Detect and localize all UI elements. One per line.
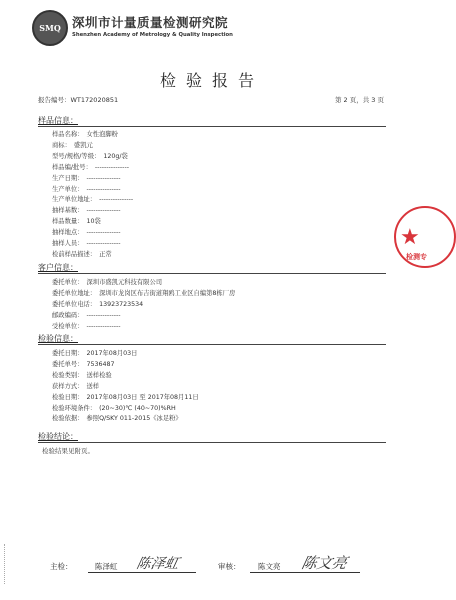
field-label: 获样方式： <box>52 382 84 390</box>
sample-info-row <box>52 184 121 193</box>
inspection-info-heading: 检验信息： <box>38 334 78 343</box>
field-value: 盛凯元 <box>73 141 93 149</box>
field-value: (20~30)℃ (40~70)%RH <box>99 404 176 412</box>
field-value: --------------- <box>86 229 121 237</box>
reviewer-signature: 陈文亮 <box>299 554 349 572</box>
client-info-rule <box>38 273 386 274</box>
field-label: 委托单位电话： <box>52 300 97 308</box>
client-info-row <box>52 277 162 286</box>
inspector-name: 陈泽虹 <box>95 562 118 571</box>
field-value: 2017年08月03日 至 2017年08月11日 <box>86 393 199 401</box>
sample-info-row <box>52 151 128 160</box>
seal-star-icon: ★ <box>400 225 420 250</box>
field-label: 型号/规格/等级： <box>52 152 101 160</box>
sample-info-row <box>52 238 121 247</box>
inspector-label: 主检： <box>50 562 73 571</box>
field-value: --------------- <box>86 322 121 330</box>
client-info-row <box>52 288 235 297</box>
sample-info-row <box>52 249 112 258</box>
field-value: 女性泡脚粉 <box>86 131 118 138</box>
sample-info-row <box>52 140 93 149</box>
client-info-row <box>52 310 121 319</box>
field-label: 抽样地点： <box>52 229 84 237</box>
field-value: --------------- <box>99 196 134 204</box>
field-value: 10袋 <box>86 218 101 226</box>
field-value: --------------- <box>86 311 121 319</box>
field-value: 2017年08月03日 <box>86 350 138 357</box>
report-number <box>38 95 118 104</box>
sample-info-row <box>52 194 133 203</box>
field-value: 深圳市盛凯元科技有限公司 <box>86 279 163 286</box>
field-label: 样品数量： <box>52 218 84 226</box>
inspector-signature-line <box>88 572 196 573</box>
seal-text: 检测专 <box>406 253 427 261</box>
inspector-signature: 陈泽虹 <box>135 556 181 572</box>
client-info-row <box>52 321 121 330</box>
field-label: 检验依据： <box>52 415 84 423</box>
field-label: 生产单位： <box>52 185 84 193</box>
sample-info-row <box>52 216 101 225</box>
field-label: 委托单号： <box>52 360 84 368</box>
field-label: 商标： <box>52 141 71 149</box>
field-value: 送样检验 <box>86 371 112 379</box>
organization-name-cn: 深圳市计量质量检测研究院 <box>72 15 229 30</box>
reviewer-signature-line <box>250 572 360 573</box>
report-title: 检验报告 <box>159 71 264 90</box>
sample-info-row <box>52 227 121 236</box>
field-label: 受检单位： <box>52 322 84 330</box>
field-value: 13923723534 <box>99 300 144 308</box>
sample-info-row <box>52 205 121 214</box>
field-label: 抽样人员： <box>52 240 84 247</box>
organization-logo <box>32 10 68 46</box>
reviewer-name: 陈文亮 <box>258 562 281 571</box>
field-value: 参照Q/SKY 011-2015《冰足粉》 <box>86 415 182 423</box>
page-info: 第 2 页，共 3 页 <box>334 96 384 104</box>
field-label: 样品名称： <box>52 131 84 138</box>
field-value: 深圳市龙岗区布吉街道翔鸥工业区自编第8栋厂房 <box>99 289 236 297</box>
field-value: --------------- <box>86 240 121 247</box>
sample-info-heading: 样品信息： <box>38 116 78 125</box>
reviewer-label: 审核： <box>218 562 241 571</box>
field-label: 生产单位地址： <box>52 196 97 204</box>
inspection-info-row <box>52 348 137 357</box>
field-value: 120g/袋 <box>103 152 128 160</box>
report-number-label: 报告编号： <box>38 96 71 104</box>
client-info-row <box>52 299 143 308</box>
field-value: 送样 <box>86 382 100 390</box>
conclusion-text: 检验结果见附页。 <box>42 447 94 455</box>
field-label: 检验环境条件： <box>52 404 97 412</box>
inspection-info-rule <box>38 344 386 345</box>
field-label: 检验日期： <box>52 393 84 401</box>
inspection-info-row <box>52 413 182 422</box>
organization-name-en: Shenzhen Academy of Metrology & Quality Inspection <box>72 32 233 38</box>
field-value: --------------- <box>86 174 121 182</box>
letterhead <box>32 10 272 50</box>
field-label: 委托单位： <box>52 279 84 286</box>
sample-info-row <box>52 129 118 138</box>
report-number-value: WT172020851 <box>70 96 119 104</box>
field-value: --------------- <box>94 163 129 171</box>
logo-text: SMQ <box>39 23 61 33</box>
field-value: --------------- <box>86 207 121 215</box>
conclusion-heading: 检验结论： <box>38 432 78 441</box>
field-value: --------------- <box>86 185 121 193</box>
field-label: 抽样基数： <box>52 207 84 215</box>
inspection-info-row <box>52 392 199 401</box>
margin-mark <box>4 544 13 584</box>
field-value: 7536487 <box>86 360 115 368</box>
inspection-info-row <box>52 370 112 379</box>
field-label: 生产日期： <box>52 174 84 182</box>
inspection-info-row <box>52 359 115 368</box>
client-info-heading: 客户信息： <box>38 263 78 272</box>
sample-info-row <box>52 173 121 182</box>
field-label: 检前样品描述： <box>52 250 97 258</box>
inspection-info-row <box>52 381 99 390</box>
field-value: 正常 <box>99 250 112 258</box>
field-label: 检验类别： <box>52 371 84 379</box>
sample-info-row <box>52 162 129 171</box>
field-label: 样品编/批号： <box>52 163 92 171</box>
field-label: 委托日期： <box>52 350 84 357</box>
conclusion-rule <box>38 442 386 443</box>
field-label: 邮政编码： <box>52 311 84 319</box>
sample-info-rule <box>38 126 386 127</box>
field-label: 委托单位地址： <box>52 289 97 297</box>
inspection-info-row <box>52 403 176 412</box>
